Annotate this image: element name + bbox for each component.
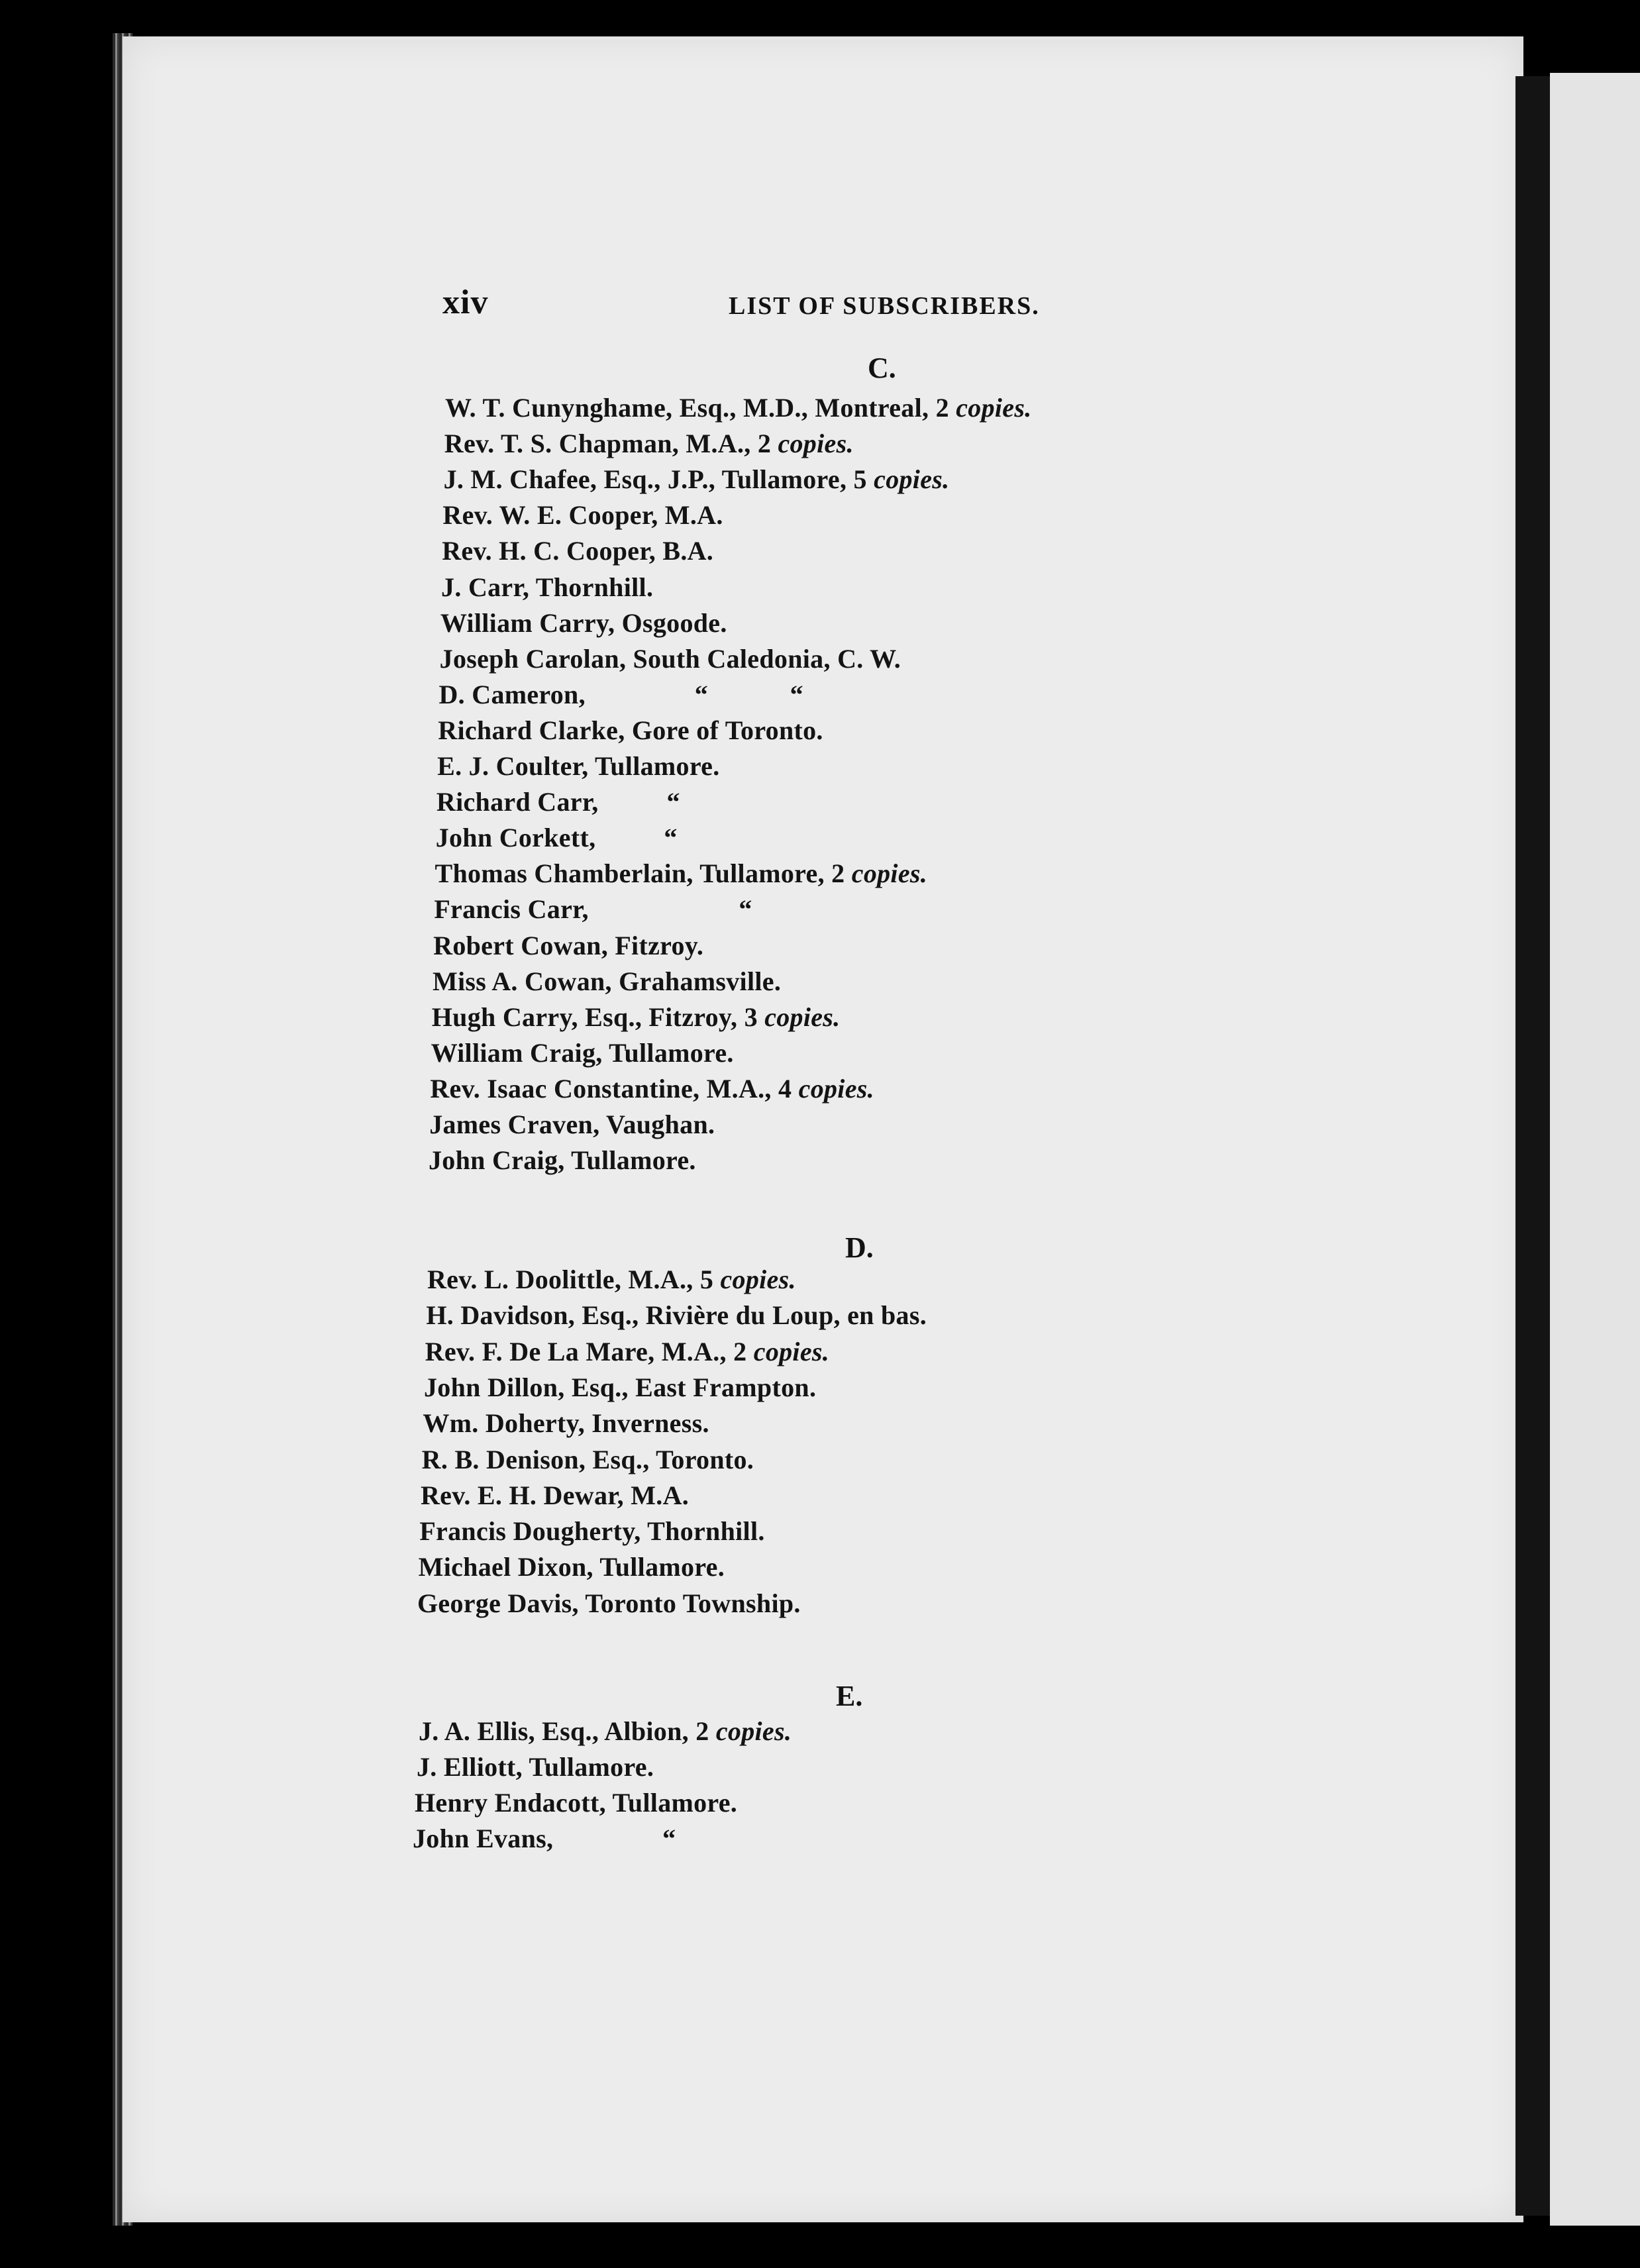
subscriber-entry xyxy=(438,715,823,746)
subscriber-entry xyxy=(426,1300,927,1331)
subscriber-name: Richard Clarke, Gore of Toronto. xyxy=(438,715,823,745)
subscriber-name: Michael Dixon, Tullamore. xyxy=(418,1552,725,1582)
subscriber-entry xyxy=(438,679,803,710)
subscriber-name: William Craig, Tullamore. xyxy=(431,1037,734,1068)
subscriber-name: Francis Carr, “ xyxy=(434,894,752,925)
copies-note: copies. xyxy=(720,1264,796,1294)
subscriber-name: Rev. F. De La Mare, M.A., 2 xyxy=(425,1336,754,1366)
subscriber-entry xyxy=(417,1588,801,1619)
subscriber-name: Hugh Carry, Esq., Fitzroy, 3 xyxy=(431,1002,765,1032)
subscriber-entry xyxy=(433,930,703,961)
subscriber-name: E. J. Coulter, Tullamore. xyxy=(437,751,720,781)
subscriber-entry xyxy=(419,1716,792,1747)
subscriber-name: Rev. H. C. Cooper, B.A. xyxy=(442,536,714,566)
subscriber-entry xyxy=(433,966,781,997)
subscriber-name: Richard Carr, “ xyxy=(436,787,680,817)
copies-note: copies. xyxy=(715,1716,792,1746)
subscriber-entry xyxy=(442,535,713,566)
copies-note: copies. xyxy=(874,464,950,495)
subscriber-entry xyxy=(421,1480,689,1511)
subscriber-name: R. B. Denison, Esq., Toronto. xyxy=(421,1444,754,1474)
subscriber-name: John Craig, Tullamore. xyxy=(429,1145,696,1176)
subscriber-name: Thomas Chamberlain, Tullamore, 2 xyxy=(435,858,852,889)
subscriber-entry xyxy=(445,392,1032,423)
running-header: LIST OF SUBSCRIBERS. xyxy=(729,292,1040,320)
copies-note: copies. xyxy=(778,429,854,459)
subscriber-name: W. T. Cunynghame, Esq., M.D., Montreal, 2 xyxy=(445,393,956,423)
subscriber-name: Miss A. Cowan, Grahamsville. xyxy=(432,966,782,996)
subscriber-name: John Evans, “ xyxy=(413,1824,676,1853)
subscriber-entry xyxy=(432,1002,841,1033)
subscriber-name: Rev. L. Doolittle, M.A., 5 xyxy=(427,1264,721,1294)
subscriber-entry xyxy=(417,1751,654,1782)
subscriber-entry xyxy=(437,750,719,782)
book-page xyxy=(123,36,1523,2222)
copies-note: copies. xyxy=(798,1073,874,1104)
copies-note: copies. xyxy=(764,1002,841,1032)
section-letter-d: D. xyxy=(845,1231,874,1264)
facing-page-edge xyxy=(1550,73,1640,2226)
subscriber-entry xyxy=(415,1787,737,1818)
subscriber-entry xyxy=(423,1408,709,1439)
page-number: xiv xyxy=(442,284,489,321)
subscriber-name: Rev. E. H. Dewar, M.A. xyxy=(421,1480,690,1510)
subscriber-entry xyxy=(435,858,928,889)
section-letter-c: C. xyxy=(868,352,896,384)
subscriber-entry xyxy=(444,464,950,495)
copies-note: copies. xyxy=(753,1336,830,1366)
subscriber-name: Wm. Doherty, Inverness. xyxy=(423,1408,709,1439)
subscriber-entry xyxy=(442,499,723,531)
subscriber-entry xyxy=(431,1037,734,1068)
subscriber-entry xyxy=(425,1336,829,1367)
subscriber-name: John Corkett, “ xyxy=(435,823,678,853)
subscriber-name: Rev. W. E. Cooper, M.A. xyxy=(442,500,723,531)
subscriber-entry xyxy=(419,1516,764,1547)
subscriber-entry xyxy=(434,894,752,925)
subscriber-name: J. A. Ellis, Esq., Albion, 2 xyxy=(419,1716,716,1746)
copies-note: copies. xyxy=(851,858,928,889)
book-gutter-shadow xyxy=(1515,76,1550,2216)
subscriber-name: John Dillon, Esq., East Frampton. xyxy=(424,1372,817,1402)
subscriber-entry xyxy=(440,643,901,674)
subscriber-entry xyxy=(430,1073,874,1104)
section-letter-e: E. xyxy=(836,1680,863,1712)
subscriber-name: D. Cameron, “ “ xyxy=(438,679,803,709)
subscriber-entry xyxy=(424,1372,816,1403)
subscriber-name: Robert Cowan, Fitzroy. xyxy=(433,930,704,960)
subscriber-name: Joseph Carolan, South Caledonia, C. W. xyxy=(439,643,901,674)
copies-note: copies. xyxy=(956,393,1032,423)
subscriber-entry xyxy=(441,572,653,603)
subscriber-name: Henry Endacott, Tullamore. xyxy=(415,1788,738,1818)
subscriber-entry xyxy=(422,1444,754,1475)
subscriber-entry xyxy=(429,1145,696,1176)
subscriber-name: H. Davidson, Esq., Rivière du Loup, en bas. xyxy=(426,1300,927,1331)
subscriber-entry xyxy=(436,786,680,817)
subscriber-entry xyxy=(440,607,727,639)
subscriber-entry xyxy=(419,1551,725,1582)
subscriber-name: Francis Dougherty, Thornhill. xyxy=(419,1516,765,1547)
subscriber-name: William Carry, Osgoode. xyxy=(440,607,727,638)
subscriber-entry xyxy=(427,1264,796,1295)
subscriber-entry xyxy=(444,428,854,459)
subscriber-name: James Craven, Vaughan. xyxy=(429,1109,715,1139)
subscriber-name: J. M. Chafee, Esq., J.P., Tullamore, 5 xyxy=(443,464,874,495)
subscriber-name: J. Elliott, Tullamore. xyxy=(417,1752,654,1782)
subscriber-entry xyxy=(436,822,678,853)
subscriber-entry xyxy=(429,1109,715,1140)
subscriber-name: J. Carr, Thornhill. xyxy=(441,572,654,602)
subscriber-name: George Davis, Toronto Township. xyxy=(417,1588,801,1618)
subscriber-name: Rev. T. S. Chapman, M.A., 2 xyxy=(444,429,778,459)
subscriber-name: Rev. Isaac Constantine, M.A., 4 xyxy=(430,1073,799,1104)
subscriber-entry xyxy=(413,1823,676,1854)
